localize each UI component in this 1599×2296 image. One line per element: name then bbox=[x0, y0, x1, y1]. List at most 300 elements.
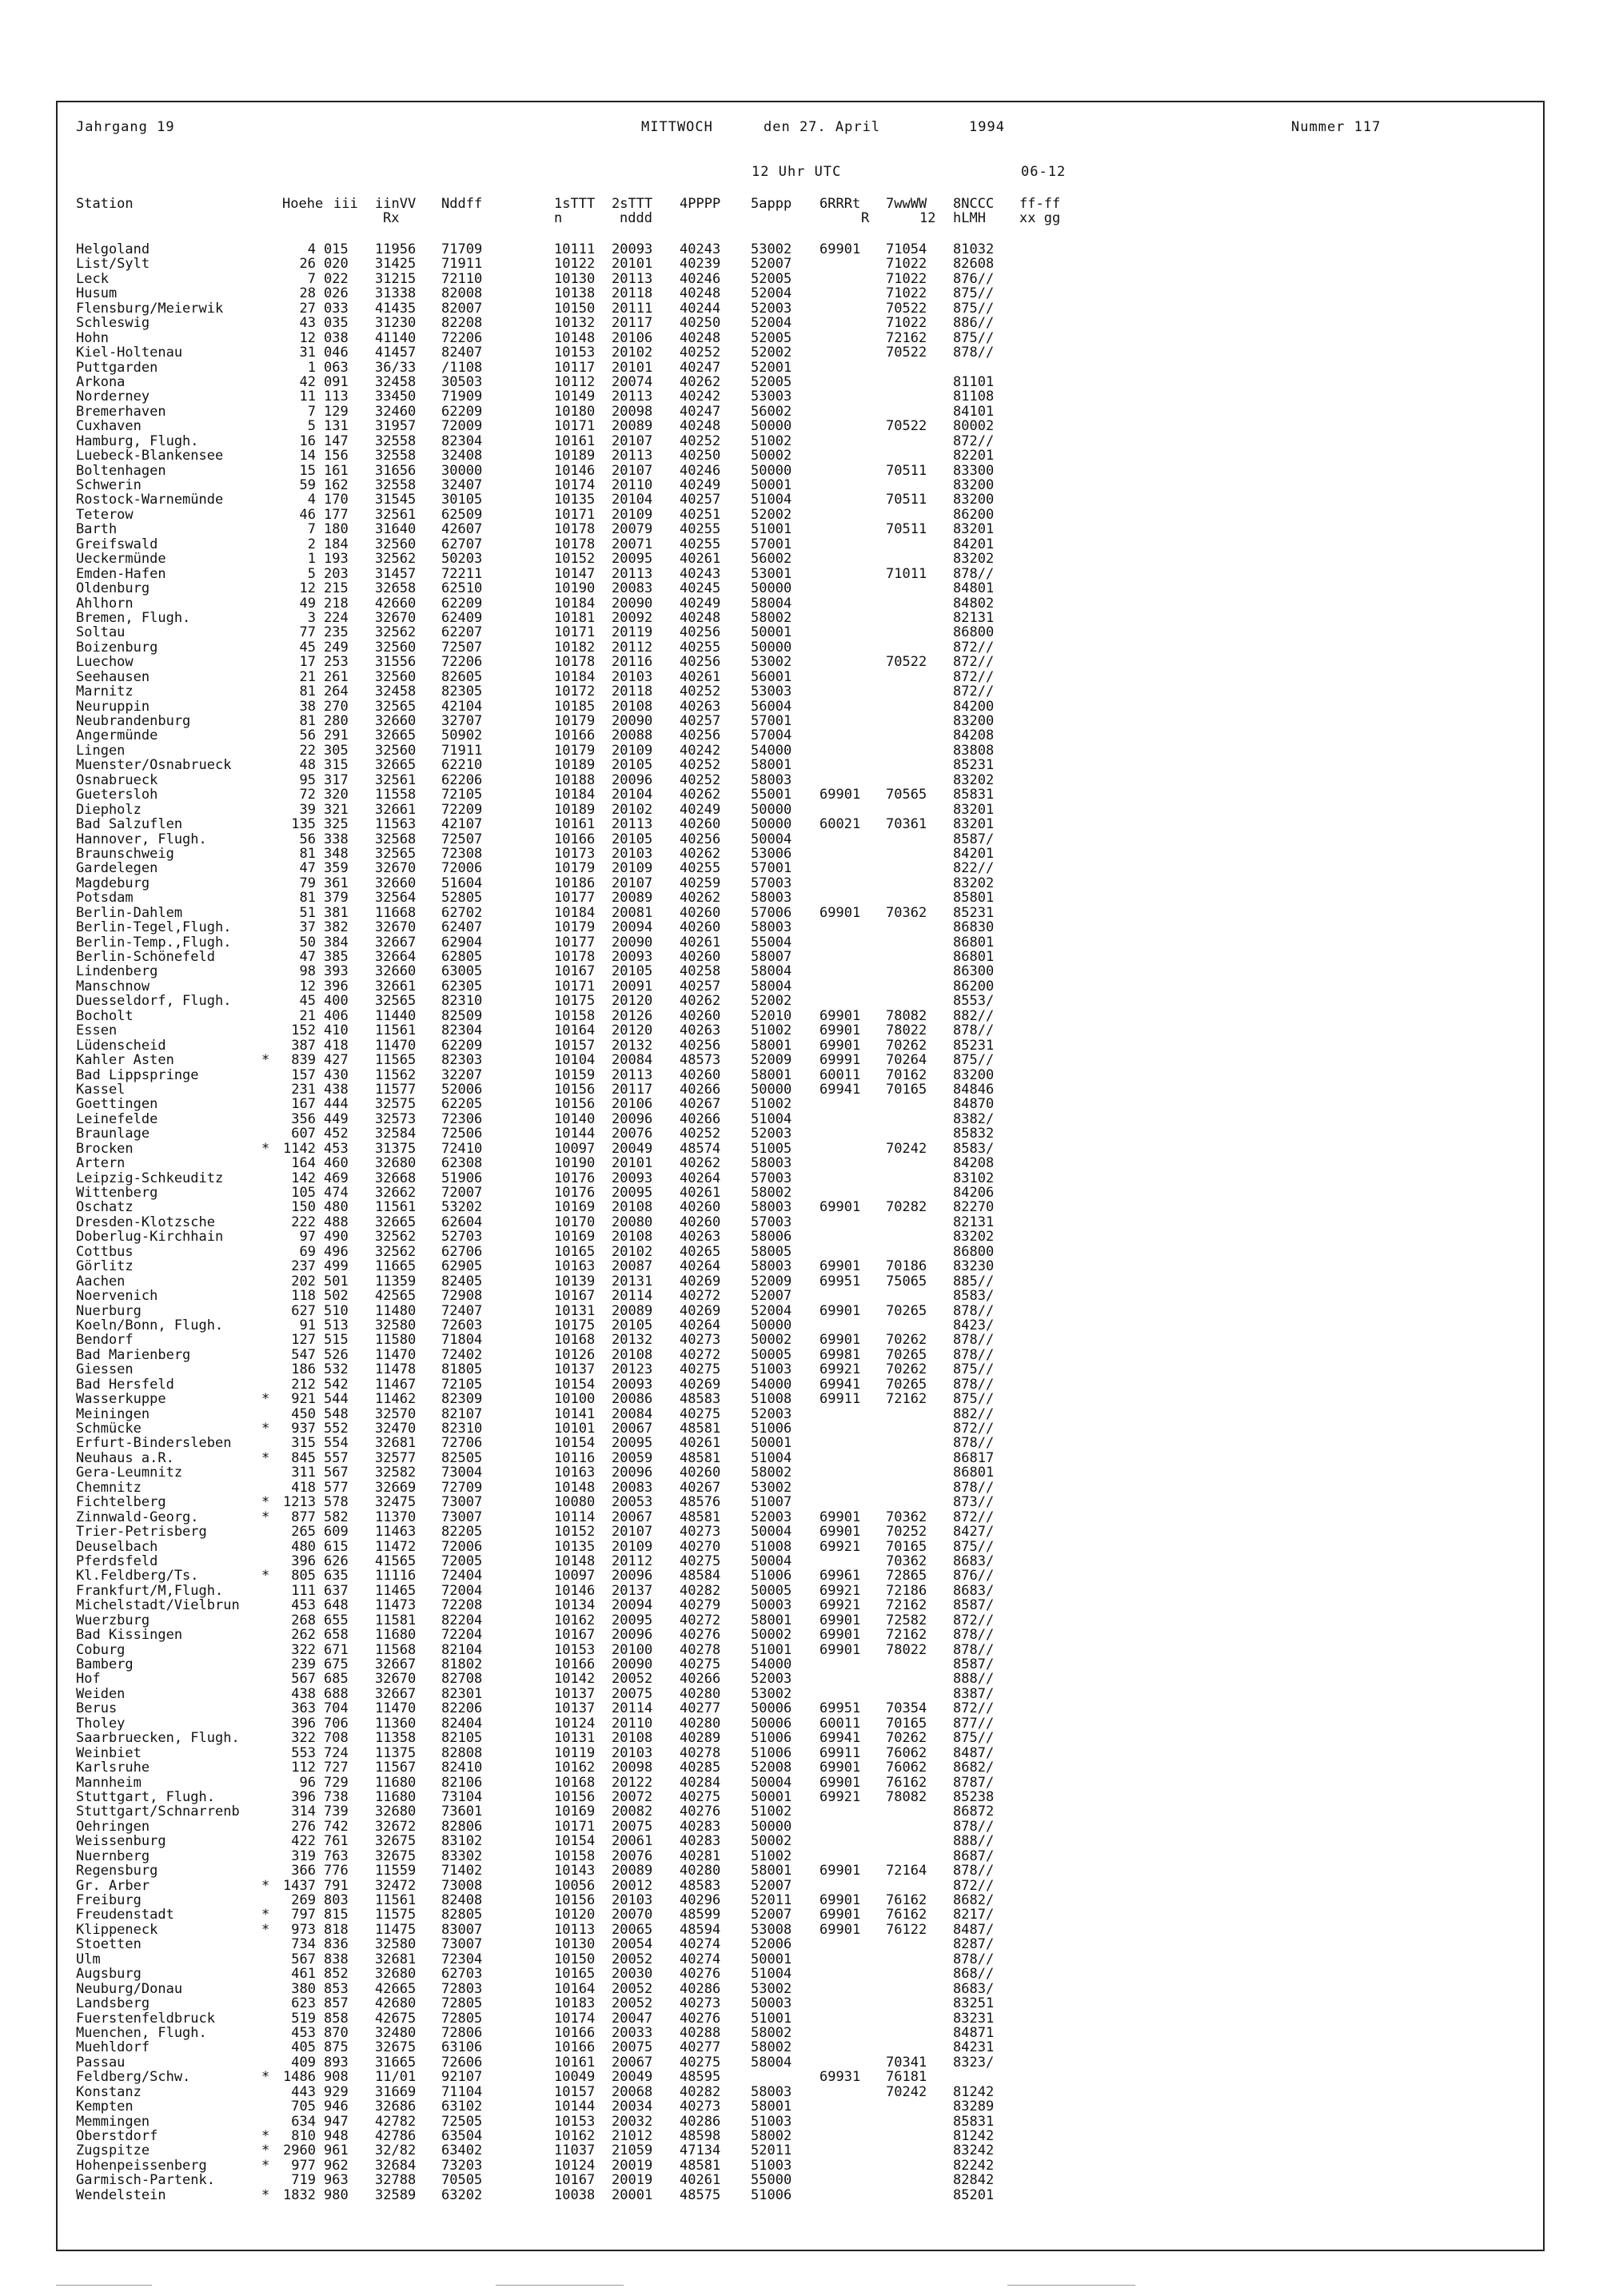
cell-s1: 10167 bbox=[554, 963, 596, 980]
cell-n8: 822// bbox=[953, 860, 995, 877]
cell-a5: 50000 bbox=[751, 580, 792, 597]
cell-s2: 20118 bbox=[612, 684, 653, 700]
cell-p4: 40288 bbox=[680, 2024, 721, 2041]
cell-iii: 742 bbox=[324, 1818, 349, 1835]
cell-n8: 878// bbox=[953, 1627, 995, 1644]
cell-n8: 85238 bbox=[953, 1788, 995, 1805]
cell-iii: 460 bbox=[324, 1155, 349, 1172]
cell-iii: 510 bbox=[324, 1302, 349, 1319]
cell-s2: 20076 bbox=[612, 1848, 653, 1864]
cell-station: Noervenich bbox=[76, 1288, 158, 1305]
cell-station: Feldberg/Schw. bbox=[76, 2069, 191, 2086]
cell-a5: 57001 bbox=[751, 713, 792, 729]
cell-a5: 57001 bbox=[751, 536, 792, 552]
cell-n8: 83200 bbox=[953, 477, 995, 493]
cell-station: Braunschweig bbox=[76, 845, 174, 862]
cell-station: Braunlage bbox=[76, 1126, 150, 1142]
cell-p4: 40262 bbox=[680, 1155, 721, 1172]
cell-n8: 8682/ bbox=[953, 1892, 995, 1908]
cell-a5: 58002 bbox=[751, 2128, 792, 2144]
cell-iii: 480 bbox=[324, 1199, 349, 1216]
cell-n8: 85231 bbox=[953, 757, 995, 774]
cell-iinvv: 32558 bbox=[375, 477, 417, 493]
cell-iinvv: 32680 bbox=[375, 1155, 417, 1172]
col-station: Station bbox=[76, 196, 134, 212]
cell-station: Zinnwald-Georg. bbox=[76, 1509, 199, 1525]
cell-p4: 40264 bbox=[680, 1317, 721, 1333]
cell-a5: 58003 bbox=[751, 2083, 792, 2100]
cell-a5: 51006 bbox=[751, 1730, 792, 1747]
cell-iinvv: 32681 bbox=[375, 1435, 417, 1452]
cell-p4: 40239 bbox=[680, 256, 721, 273]
cell-hoehe: 268 bbox=[291, 1612, 316, 1628]
cell-station: Kl.Feldberg/Ts. bbox=[76, 1568, 199, 1584]
cell-s2: 20101 bbox=[612, 1155, 653, 1172]
cell-s1: 10169 bbox=[554, 1229, 596, 1246]
cell-iii: 261 bbox=[324, 668, 349, 685]
cell-n8: 872// bbox=[953, 654, 995, 671]
cell-station: Bad Salzuflen bbox=[76, 816, 183, 833]
cell-s1: 10122 bbox=[554, 256, 596, 273]
cell-n8: 85201 bbox=[953, 2186, 995, 2203]
cell-s1: 10132 bbox=[554, 315, 596, 332]
cell-r6: 69901 bbox=[819, 904, 861, 921]
cell-n8: 8287/ bbox=[953, 1936, 995, 1953]
cell-r6: 69941 bbox=[819, 1376, 861, 1393]
cell-iii: 131 bbox=[324, 418, 349, 435]
cell-hoehe: 380 bbox=[291, 1980, 316, 1997]
cell-iinvv: 32565 bbox=[375, 845, 417, 862]
cell-hoehe: 237 bbox=[291, 1258, 316, 1275]
cell-n8: 8387/ bbox=[953, 1685, 995, 1702]
cell-nddff: 82205 bbox=[441, 1524, 483, 1541]
cell-iinvv: 32584 bbox=[375, 1126, 417, 1142]
cell-s2: 20111 bbox=[612, 300, 653, 317]
cell-a5: 58001 bbox=[751, 757, 792, 774]
cell-station: Duesseldorf, Flugh. bbox=[76, 993, 232, 1010]
cell-s2: 20082 bbox=[612, 1804, 653, 1820]
cell-p4: 40262 bbox=[680, 845, 721, 862]
cell-p4: 40252 bbox=[680, 757, 721, 774]
cell-hoehe: 547 bbox=[291, 1346, 316, 1363]
cell-nddff: 82104 bbox=[441, 1641, 483, 1658]
cell-station: Gr. Arber bbox=[76, 1877, 150, 1894]
cell-w7: 72162 bbox=[886, 1391, 927, 1408]
cell-s1: 10147 bbox=[554, 565, 596, 582]
cell-iii: 280 bbox=[324, 713, 349, 729]
cell-n8: 82270 bbox=[953, 1199, 995, 1216]
cell-station: Bamberg bbox=[76, 1656, 134, 1672]
col-7wwww-sub: 12 bbox=[919, 210, 936, 226]
cell-hoehe: 845 bbox=[291, 1449, 316, 1466]
cell-station: Bremen, Flugh. bbox=[76, 609, 191, 626]
cell-s2: 20110 bbox=[612, 1715, 653, 1732]
cell-star: * bbox=[261, 2143, 270, 2159]
cell-p4: 40266 bbox=[680, 1110, 721, 1127]
cell-station: Wasserkuppe bbox=[76, 1391, 166, 1408]
cell-station: Klippeneck bbox=[76, 1921, 158, 1938]
cell-iii: 803 bbox=[324, 1892, 349, 1908]
cell-nddff: 72410 bbox=[441, 1140, 483, 1157]
cell-iinvv: 32582 bbox=[375, 1465, 417, 1481]
cell-iii: 688 bbox=[324, 1685, 349, 1702]
cell-hoehe: 45 bbox=[299, 639, 316, 656]
cell-iinvv: 32672 bbox=[375, 1818, 417, 1835]
cell-hoehe: 1213 bbox=[283, 1494, 316, 1511]
cell-iinvv: 41457 bbox=[375, 345, 417, 361]
cell-s1: 10126 bbox=[554, 1346, 596, 1363]
cell-iinvv: 32570 bbox=[375, 1405, 417, 1422]
cell-iii: 046 bbox=[324, 345, 349, 361]
cell-s2: 20092 bbox=[612, 609, 653, 626]
cell-s2: 20117 bbox=[612, 315, 653, 332]
cell-iii: 552 bbox=[324, 1421, 349, 1437]
cell-p4: 40275 bbox=[680, 1788, 721, 1805]
cell-nddff: 72506 bbox=[441, 1126, 483, 1142]
cell-a5: 52004 bbox=[751, 315, 792, 332]
cell-iinvv: 11577 bbox=[375, 1081, 417, 1098]
cell-hoehe: 7 bbox=[307, 403, 316, 420]
cell-s2: 20075 bbox=[612, 2039, 653, 2056]
col-8nccc: 8NCCC bbox=[953, 196, 995, 212]
cell-station: Trier-Petrisberg bbox=[76, 1524, 207, 1541]
cell-s2: 20087 bbox=[612, 1258, 653, 1275]
cell-p4: 40256 bbox=[680, 624, 721, 641]
cell-nddff: 72006 bbox=[441, 1538, 483, 1555]
cell-station: Frankfurt/M,Flugh. bbox=[76, 1582, 224, 1599]
cell-iinvv: 32686 bbox=[375, 2099, 417, 2115]
cell-hoehe: 269 bbox=[291, 1892, 316, 1908]
cell-hoehe: 4 bbox=[307, 492, 316, 508]
cell-p4: 40275 bbox=[680, 1656, 721, 1672]
cell-iii: 980 bbox=[324, 2186, 349, 2203]
cell-iinvv: 31665 bbox=[375, 2054, 417, 2071]
cell-nddff: 82505 bbox=[441, 1449, 483, 1466]
cell-iii: 857 bbox=[324, 1995, 349, 2012]
cell-n8: 85231 bbox=[953, 1037, 995, 1054]
cell-n8: 84201 bbox=[953, 845, 995, 862]
cell-iinvv: 32670 bbox=[375, 919, 417, 936]
cell-s1: 10130 bbox=[554, 1936, 596, 1953]
cell-iii: 325 bbox=[324, 816, 349, 833]
cell-iii: 410 bbox=[324, 1022, 349, 1039]
cell-a5: 53003 bbox=[751, 389, 792, 405]
cell-a5: 57001 bbox=[751, 860, 792, 877]
cell-iii: 305 bbox=[324, 742, 349, 759]
cell-nddff: 71911 bbox=[441, 256, 483, 273]
cell-hoehe: 26 bbox=[299, 256, 316, 273]
cell-iii: 963 bbox=[324, 2172, 349, 2189]
cell-n8: 86801 bbox=[953, 934, 995, 951]
cell-r6: 69921 bbox=[819, 1788, 861, 1805]
cell-iii: 870 bbox=[324, 2024, 349, 2041]
cell-nddff: 83102 bbox=[441, 1833, 483, 1850]
cell-p4: 40280 bbox=[680, 1685, 721, 1702]
cell-hoehe: 607 bbox=[291, 1126, 316, 1142]
cell-s1: 10131 bbox=[554, 1302, 596, 1319]
cell-nddff: 42607 bbox=[441, 521, 483, 538]
cell-w7: 70252 bbox=[886, 1524, 927, 1541]
cell-s1: 10156 bbox=[554, 1892, 596, 1908]
cell-nddff: 52006 bbox=[441, 1081, 483, 1098]
cell-hoehe: 98 bbox=[299, 963, 316, 980]
cell-p4: 40247 bbox=[680, 359, 721, 376]
cell-iii: 384 bbox=[324, 934, 349, 951]
cell-iii: 853 bbox=[324, 1980, 349, 1997]
cell-s2: 20105 bbox=[612, 963, 653, 980]
cell-s2: 20098 bbox=[612, 1760, 653, 1776]
cell-station: Saarbruecken, Flugh. bbox=[76, 1730, 240, 1747]
cell-hoehe: 96 bbox=[299, 1774, 316, 1791]
cell-a5: 53002 bbox=[751, 1479, 792, 1496]
cell-n8: 84208 bbox=[953, 727, 995, 744]
cell-iii: 685 bbox=[324, 1671, 349, 1688]
cell-s1: 10186 bbox=[554, 875, 596, 891]
cell-a5: 50002 bbox=[751, 1332, 792, 1349]
cell-nddff: 50203 bbox=[441, 551, 483, 568]
cell-a5: 58001 bbox=[751, 1612, 792, 1628]
cell-a5: 50000 bbox=[751, 418, 792, 435]
cell-s1: 10038 bbox=[554, 2186, 596, 2203]
cell-a5: 51002 bbox=[751, 432, 792, 449]
cell-p4: 40273 bbox=[680, 2099, 721, 2115]
cell-iinvv: 32680 bbox=[375, 1966, 417, 1983]
cell-nddff: 82204 bbox=[441, 1612, 483, 1628]
cell-n8: 872// bbox=[953, 1700, 995, 1717]
cell-station: Weiden bbox=[76, 1685, 126, 1702]
cell-s2: 20052 bbox=[612, 1951, 653, 1967]
cell-w7: 70362 bbox=[886, 1553, 927, 1569]
cell-iii: 578 bbox=[324, 1494, 349, 1511]
cell-station: Kahler Asten bbox=[76, 1052, 174, 1069]
cell-p4: 40260 bbox=[680, 1066, 721, 1083]
cell-s1: 10131 bbox=[554, 1730, 596, 1747]
cell-p4: 40257 bbox=[680, 492, 721, 508]
cell-station: Boizenburg bbox=[76, 639, 158, 656]
cell-hoehe: 239 bbox=[291, 1656, 316, 1672]
cell-nddff: 62209 bbox=[441, 1037, 483, 1054]
cell-r6: 69901 bbox=[819, 1760, 861, 1776]
cell-nddff: 72402 bbox=[441, 1346, 483, 1363]
cell-s2: 20096 bbox=[612, 1568, 653, 1584]
cell-s2: 20108 bbox=[612, 1730, 653, 1747]
cell-n8: 85831 bbox=[953, 2113, 995, 2130]
cell-iii: 218 bbox=[324, 595, 349, 612]
cell-iinvv: 11668 bbox=[375, 904, 417, 921]
cell-a5: 53006 bbox=[751, 845, 792, 862]
cell-hoehe: 79 bbox=[299, 875, 316, 891]
cell-station: Hohn bbox=[76, 329, 109, 346]
cell-iinvv: 32560 bbox=[375, 668, 417, 685]
cell-n8: 878// bbox=[953, 1346, 995, 1363]
cell-p4: 40273 bbox=[680, 1995, 721, 2012]
cell-s1: 10178 bbox=[554, 521, 596, 538]
cell-r6: 69951 bbox=[819, 1273, 861, 1290]
cell-star: * bbox=[261, 1907, 270, 1923]
cell-iii: 791 bbox=[324, 1877, 349, 1894]
cell-r6: 69991 bbox=[819, 1052, 861, 1069]
cell-iinvv: 32675 bbox=[375, 1833, 417, 1850]
cell-hoehe: 14 bbox=[299, 448, 316, 464]
cell-s1: 10120 bbox=[554, 1907, 596, 1923]
cell-s1: 10185 bbox=[554, 698, 596, 715]
cell-a5: 58003 bbox=[751, 1258, 792, 1275]
cell-s1: 10189 bbox=[554, 448, 596, 464]
cell-nddff: 82407 bbox=[441, 345, 483, 361]
cell-a5: 53002 bbox=[751, 1980, 792, 1997]
cell-iii: 270 bbox=[324, 698, 349, 715]
cell-hoehe: 17 bbox=[299, 654, 316, 671]
cell-p4: 40250 bbox=[680, 448, 721, 464]
cell-station: Berus bbox=[76, 1700, 118, 1717]
cell-iii: 038 bbox=[324, 329, 349, 346]
cell-s2: 20093 bbox=[612, 949, 653, 965]
cell-s1: 10139 bbox=[554, 1273, 596, 1290]
cell-p4: 40249 bbox=[680, 595, 721, 612]
cell-iinvv: 41140 bbox=[375, 329, 417, 346]
cell-nddff: 72308 bbox=[441, 845, 483, 862]
cell-s2: 20117 bbox=[612, 1081, 653, 1098]
cell-station: Chemnitz bbox=[76, 1479, 142, 1496]
cell-iii: 948 bbox=[324, 2128, 349, 2144]
cell-station: Coburg bbox=[76, 1641, 126, 1658]
cell-r6: 69901 bbox=[819, 1302, 861, 1319]
cell-w7: 70511 bbox=[886, 521, 927, 538]
cell-nddff: 70505 bbox=[441, 2172, 483, 2189]
cell-nddff: 73007 bbox=[441, 1494, 483, 1511]
cell-iii: 490 bbox=[324, 1229, 349, 1246]
cell-hoehe: 276 bbox=[291, 1818, 316, 1835]
cell-iii: 091 bbox=[324, 373, 349, 390]
cell-nddff: 72206 bbox=[441, 329, 483, 346]
col-2sttt: 2sTTT bbox=[612, 196, 653, 212]
cell-iii: 947 bbox=[324, 2113, 349, 2130]
cell-iinvv: 32665 bbox=[375, 757, 417, 774]
cell-star: * bbox=[261, 1921, 270, 1938]
cell-station: Bad Hersfeld bbox=[76, 1376, 174, 1393]
cell-s1: 10162 bbox=[554, 1760, 596, 1776]
cell-w7: 78082 bbox=[886, 1788, 927, 1805]
cell-hoehe: 839 bbox=[291, 1052, 316, 1069]
cell-station: Garmisch-Partenk. bbox=[76, 2172, 215, 2189]
cell-station: Hamburg, Flugh. bbox=[76, 432, 199, 449]
cell-iii: 026 bbox=[324, 285, 349, 302]
cell-iinvv: 11558 bbox=[375, 787, 417, 803]
cell-p4: 40276 bbox=[680, 1627, 721, 1644]
cell-s2: 20012 bbox=[612, 1877, 653, 1894]
cell-nddff: 82410 bbox=[441, 1760, 483, 1776]
cell-p4: 40260 bbox=[680, 816, 721, 833]
cell-n8: 83200 bbox=[953, 492, 995, 508]
cell-s2: 20105 bbox=[612, 757, 653, 774]
cell-s1: 10114 bbox=[554, 1509, 596, 1525]
cell-p4: 40261 bbox=[680, 2172, 721, 2189]
cell-nddff: 52703 bbox=[441, 1229, 483, 1246]
cell-s2: 20109 bbox=[612, 506, 653, 523]
cell-hoehe: 422 bbox=[291, 1833, 316, 1850]
cell-a5: 58003 bbox=[751, 1199, 792, 1216]
cell-a5: 51004 bbox=[751, 1110, 792, 1127]
cell-s2: 20049 bbox=[612, 1140, 653, 1157]
cell-a5: 50006 bbox=[751, 1715, 792, 1732]
cell-nddff: 72009 bbox=[441, 418, 483, 435]
cell-n8: 868// bbox=[953, 1966, 995, 1983]
cell-p4: 40260 bbox=[680, 904, 721, 921]
cell-n8: 83242 bbox=[953, 2143, 995, 2159]
cell-p4: 40264 bbox=[680, 1258, 721, 1275]
cell-a5: 52007 bbox=[751, 256, 792, 273]
cell-s2: 20052 bbox=[612, 1995, 653, 2012]
cell-s2: 20109 bbox=[612, 742, 653, 759]
cell-p4: 40248 bbox=[680, 609, 721, 626]
cell-w7: 72186 bbox=[886, 1582, 927, 1599]
cell-a5: 50001 bbox=[751, 1788, 792, 1805]
cell-s2: 20091 bbox=[612, 978, 653, 995]
cell-station: Berlin-Temp.,Flugh. bbox=[76, 934, 232, 951]
cell-station: Greifswald bbox=[76, 536, 158, 552]
cell-nddff: 62205 bbox=[441, 1096, 483, 1113]
cell-iii: 496 bbox=[324, 1243, 349, 1260]
cell-n8: 84208 bbox=[953, 1155, 995, 1172]
cell-n8: 83201 bbox=[953, 521, 995, 538]
cell-iinvv: 31669 bbox=[375, 2083, 417, 2100]
cell-station: Hannover, Flugh. bbox=[76, 831, 207, 847]
cell-nddff: 51604 bbox=[441, 875, 483, 891]
cell-nddff: 42107 bbox=[441, 816, 483, 833]
cell-a5: 50002 bbox=[751, 448, 792, 464]
cell-nddff: 62305 bbox=[441, 978, 483, 995]
cell-s2: 20107 bbox=[612, 432, 653, 449]
cell-p4: 48581 bbox=[680, 1509, 721, 1525]
cell-p4: 40261 bbox=[680, 551, 721, 568]
cell-nddff: 72805 bbox=[441, 2010, 483, 2027]
cell-s2: 20019 bbox=[612, 2157, 653, 2174]
cell-iii: 224 bbox=[324, 609, 349, 626]
cell-w7: 70262 bbox=[886, 1361, 927, 1378]
cell-station: Berlin-Dahlem bbox=[76, 904, 183, 921]
cell-iii: 396 bbox=[324, 978, 349, 995]
cell-iii: 515 bbox=[324, 1332, 349, 1349]
cell-r6: 69901 bbox=[819, 1921, 861, 1938]
cell-s1: 10166 bbox=[554, 2039, 596, 2056]
cell-star: * bbox=[261, 1140, 270, 1157]
cell-s2: 20095 bbox=[612, 551, 653, 568]
cell-r6: 69901 bbox=[819, 1509, 861, 1525]
cell-r6: 69901 bbox=[819, 1907, 861, 1923]
cell-s2: 20093 bbox=[612, 1376, 653, 1393]
cell-iinvv: 11680 bbox=[375, 1627, 417, 1644]
cell-a5: 50003 bbox=[751, 1995, 792, 2012]
cell-hoehe: 112 bbox=[291, 1760, 316, 1776]
cell-iinvv: 32665 bbox=[375, 1214, 417, 1230]
cell-n8: 82131 bbox=[953, 609, 995, 626]
cell-a5: 51002 bbox=[751, 1096, 792, 1113]
cell-n8: 84802 bbox=[953, 595, 995, 612]
cell-star: * bbox=[261, 2157, 270, 2174]
cell-iinvv: 32573 bbox=[375, 1110, 417, 1127]
cell-station: Nuernberg bbox=[76, 1848, 150, 1864]
cell-iii: 577 bbox=[324, 1479, 349, 1496]
cell-s1: 10171 bbox=[554, 506, 596, 523]
cell-iinvv: 32560 bbox=[375, 742, 417, 759]
cell-station: Helgoland bbox=[76, 241, 150, 257]
cell-a5: 55001 bbox=[751, 787, 792, 803]
cell-s2: 20103 bbox=[612, 845, 653, 862]
cell-nddff: 73008 bbox=[441, 1877, 483, 1894]
cell-s2: 21012 bbox=[612, 2128, 653, 2144]
cell-s2: 20090 bbox=[612, 713, 653, 729]
cell-n8: 8687/ bbox=[953, 1848, 995, 1864]
